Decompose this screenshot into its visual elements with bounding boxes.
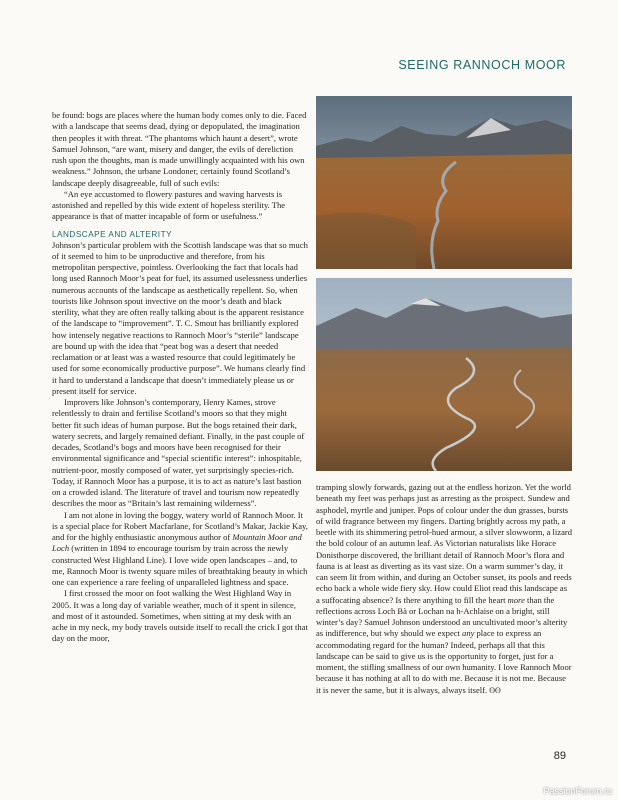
moor-photo-bottom: [316, 278, 572, 471]
moor-landscape-image: [316, 96, 572, 269]
paragraph: I first crossed the moor on foot walking the West Highland Way in 2005. It was a long day of variable weather, much of it spent in silence, and most of it astounded. Sometimes, when sitting at my desk with an ache in my neck, my body travels outside itself to recall the crick I got that day on the moor,: [52, 588, 308, 644]
paragraph: Improvers like Johnson’s contemporary, Henry Kames, strove relentlessly to drain and fertilise Scotland’s moors so that they might better fit such ideas of human purpose. But the bogs retained their dark, watery secrets, and largely remained defiant. Finally, in the past couple of decades, Scotland’s bogs and moors have been recognised for their environmental significance and “special scientific interest”: inhospitable, nutrient-poor, mostly composed of water, yet surprisingly species-rich. Today, if Rannoch Moor has a purpose, it is to act as nature’s last bastion on a crowded island. The literature of travel and tourism now repeatedly describes the moor as “Britain’s last remaining wilderness”.: [52, 397, 305, 509]
paragraph: Johnson’s particular problem with the Scottish landscape was that so much of it seemed to him to be unproductive and therefore, from his metropolitan perspective, pointless. Overlooking the fact that locals had long used Rannoch Moor’s peat for fuel, its assumed uselessness underlies numerous accounts of the landscape as aesthetically repellent. So, when tourists like Johnson spout invective on the moor’s death and black sterility, what they are often really talking about is the apparent resistance of the landscape to “improvement”. T. C. Smout has brilliantly explored how intensely negative reactions to Rannoch Moor’s “sterile” landscape are bound up with the idea that “peat bog was a desert that needed reclamation or at least was a wasted resource that could legitimately be used for some economically productive purpose”. We humans clearly find it hard to understand a landscape that doesn’t immediately please us or present itself for service.: [52, 239, 308, 396]
page-number: 89: [553, 750, 566, 762]
watermark: PassionForum.ru: [543, 786, 612, 796]
emphasis: any: [462, 628, 475, 639]
section-subheading: LANDSCAPE AND ALTERITY: [52, 229, 173, 239]
text-run: (written in 1894 to encourage tourism by train across the newly constructed West Highland Line). I love wide open landscapes – and, to me, Rannoch Moor is twenty square miles of breathtaking beauty in which one can experience a rare feeling of unparalleled lightness and space.: [52, 543, 308, 587]
running-header: SEEING RANNOCH MOOR: [398, 58, 566, 72]
left-column: [52, 110, 308, 645]
text-run: I am not alone in loving the boggy, watery world of Rannoch Moor. It is a special place for Robert Macfarlane, for Scotland’s Makar, Jackie Kay, and for the highly enthusiastic anonymous author of: [52, 509, 308, 542]
moor-photo-top: [316, 96, 572, 269]
paragraph: [52, 510, 308, 589]
text-run: tramping slowly forwards, gazing out at the endless horizon. Yet the world beneath my feet was perhaps just as arresting as the prospect. Sundew and asphodel, myrtle and juniper. Pops of colour under the dun grasses, bursts of wild fragrance between my fingers. Darting brightly across my path, a beetle with its shimmering petrol-hued armour, a silver slowworm, a lizard the bold colour of an autumn leaf. As Victorian naturalists like Horace Donisthorpe discovered, the brilliant detail of Rannoch Moor’s flora and fauna is at least as diverting as its vast size. On a warm summer’s day, it can seem lit from within, and during an October sunset, its pools and reeds echo back a whole wide fiery sky. How could Eliot read this landscape as a suffocating absence? Is there anything to fill the heart: [316, 482, 572, 605]
moor-landscape-image: [316, 278, 572, 471]
paragraph: [316, 482, 572, 696]
end-mark-icon: ʘʘ: [489, 685, 501, 695]
text-run: than the reflections across Loch Bà or Lochan na h-Achlaise on a bright, still winter’s day? Samuel Johnson understood an uncultivated moor’s alterity as indifference, but why should we expect: [316, 594, 568, 639]
block-quote: “An eye accustomed to flowery pastures and waving harvests is astonished and repelled by this wide extent of hopeless sterility. The appearance is that of matter incapable of form or usefulness.”: [52, 188, 286, 222]
paragraph: be found: bogs are places where the human body comes only to die. Faced with a landscape that seems dead, dying or depopulated, the imagination then peoples it with threat. “The phantoms which haunt a desert”, wrote Samuel Johnson, “are want, misery and danger, the evils of dereliction rush upon the thoughts, man is made unwillingly acquainted with his own weakness.” Johnson, the urbane Londoner, certainly found Scotland’s landscape deeply disagreeable, full of such evils:: [52, 110, 307, 188]
emphasis: more: [507, 594, 525, 605]
right-column: [316, 482, 572, 696]
text-run: place to express an accommodating regard for the human? Indeed, perhaps all that this landscape can be said to give us is the opportunity to forget, just for a moment, the stifling smallness of our own humanity. I love Rannoch Moor because it has nothing at all to do with me. Because it is not me. Because it is never the same, but it is always, always itself.: [316, 628, 572, 695]
book-title: Mountain Moor and Loch: [52, 532, 302, 554]
